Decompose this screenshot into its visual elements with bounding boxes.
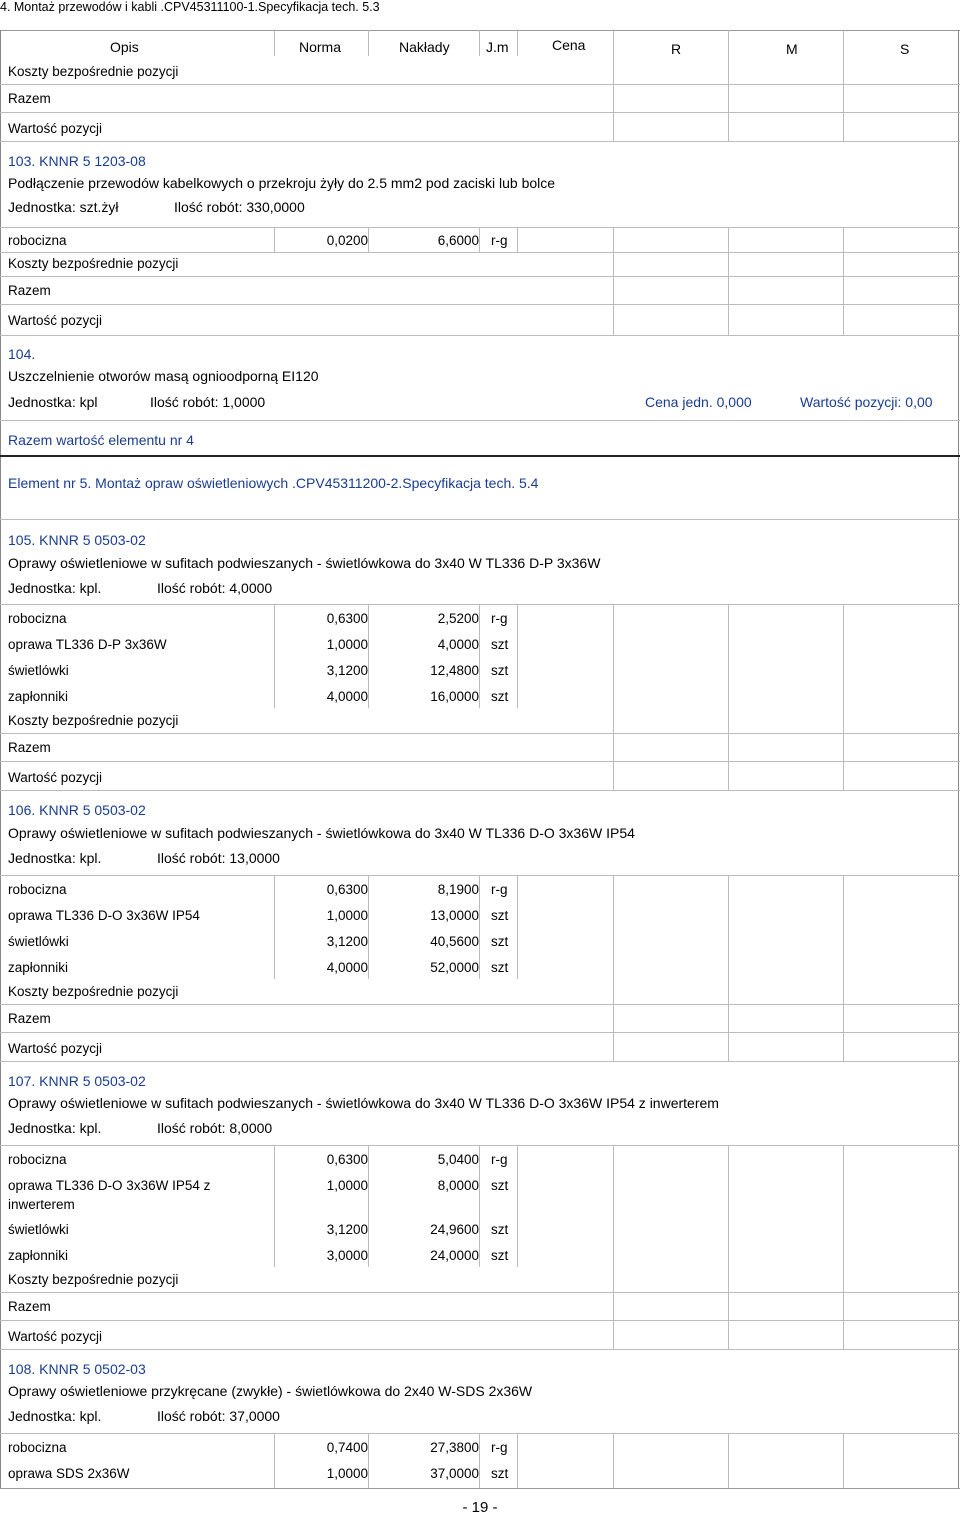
resource-naklady: 40,5600 <box>430 934 479 949</box>
resource-unit: szt <box>491 934 509 949</box>
item-104-description: Uszczelnienie otworów masą ognioodporną EI120 <box>8 368 319 384</box>
resource-name: robocizna <box>8 1152 67 1167</box>
resource-unit: szt <box>491 960 509 975</box>
resource-name: zapłonniki <box>8 689 69 704</box>
item-108-quantity: Ilość robót: 37,0000 <box>157 1408 280 1424</box>
resource-naklady: 12,4800 <box>430 663 479 678</box>
resource-name: zapłonniki <box>8 960 69 975</box>
resource-naklady: 24,0000 <box>430 1248 479 1263</box>
resource-naklady: 24,9600 <box>430 1222 479 1237</box>
item-105-quantity: Ilość robót: 4,0000 <box>157 580 273 596</box>
resource-name: oprawa TL336 D-P 3x36W <box>8 637 167 652</box>
column-header-jm: J.m <box>486 39 509 55</box>
resource-naklady: 8,0000 <box>437 1178 479 1193</box>
resource-unit: szt <box>491 1248 509 1263</box>
item-105-code: 105. KNNR 5 0503-02 <box>8 532 146 548</box>
resource-unit: szt <box>491 637 509 652</box>
wartosc-label: Wartość pozycji <box>8 1329 103 1344</box>
item-104-unit-price: Cena jedn. 0,000 <box>645 394 752 410</box>
item-103-row-naklady: 6,6000 <box>437 233 479 248</box>
resource-norma: 0,6300 <box>326 611 368 626</box>
resource-naklady: 13,0000 <box>430 908 479 923</box>
element-5-title: Element nr 5. Montaż opraw oświetleniowych .CPV45311200-2.Specyfikacja tech. 5.4 <box>8 475 539 491</box>
razem-label: Razem <box>8 1011 51 1026</box>
koszty-label: Koszty bezpośrednie pozycji <box>8 1272 179 1287</box>
column-header-m: M <box>786 41 798 57</box>
item-106-quantity: Ilość robót: 13,0000 <box>157 850 280 866</box>
resource-unit: r-g <box>491 882 508 897</box>
resource-name: oprawa TL336 D-O 3x36W IP54 <box>8 908 200 923</box>
item-103-description: Podłączenie przewodów kabelkowych o przekroju żyły do 2.5 mm2 pod zaciski lub bolce <box>8 175 556 191</box>
wartosc-label: Wartość pozycji <box>8 313 103 328</box>
resource-unit: szt <box>491 689 509 704</box>
resource-naklady: 8,1900 <box>437 882 479 897</box>
resource-name: zapłonniki <box>8 1248 69 1263</box>
resource-norma: 0,7400 <box>326 1440 368 1455</box>
resource-norma: 3,1200 <box>326 663 368 678</box>
resource-norma: 1,0000 <box>326 1178 368 1193</box>
resource-naklady: 4,0000 <box>437 637 479 652</box>
resource-name: świetlówki <box>8 1222 69 1237</box>
item-103-row-jm: r-g <box>491 233 508 248</box>
resource-norma: 4,0000 <box>326 960 368 975</box>
resource-norma: 0,6300 <box>326 1152 368 1167</box>
resource-unit: szt <box>491 1466 509 1481</box>
razem-label: Razem <box>8 91 51 106</box>
resource-naklady: 27,3800 <box>430 1440 479 1455</box>
item-103-row-name: robocizna <box>8 233 67 248</box>
element-4-total-label: Razem wartość elementu nr 4 <box>8 432 194 448</box>
resource-norma: 3,0000 <box>326 1248 368 1263</box>
column-header-opis: Opis <box>110 39 139 55</box>
item-103-row-norma: 0,0200 <box>326 233 368 248</box>
resource-unit: szt <box>491 1178 509 1193</box>
item-107-quantity: Ilość robót: 8,0000 <box>157 1120 273 1136</box>
resource-naklady: 52,0000 <box>430 960 479 975</box>
resource-naklady: 16,0000 <box>430 689 479 704</box>
item-103-quantity: Ilość robót: 330,0000 <box>174 199 305 215</box>
resource-norma: 1,0000 <box>326 908 368 923</box>
resource-norma: 0,6300 <box>326 882 368 897</box>
item-103-code: 103. KNNR 5 1203-08 <box>8 153 146 169</box>
item-103-unit: Jednostka: szt.żył <box>8 199 119 215</box>
resource-unit: szt <box>491 663 509 678</box>
resource-name: robocizna <box>8 1440 67 1455</box>
resource-norma: 3,1200 <box>326 1222 368 1237</box>
resource-name: robocizna <box>8 882 67 897</box>
item-108-description: Oprawy oświetleniowe przykręcane (zwykłe) - świetlówkowa do 2x40 W-SDS 2x36W <box>8 1383 533 1399</box>
item-107-description: Oprawy oświetleniowe w sufitach podwieszanych - świetlówkowa do 3x40 W TL336 D-O 3x36W IP54 z inwerterem <box>8 1095 719 1111</box>
resource-unit: r-g <box>491 1152 508 1167</box>
item-105-unit: Jednostka: kpl. <box>8 580 102 596</box>
resource-unit: r-g <box>491 1440 508 1455</box>
resource-name: oprawa SDS 2x36W <box>8 1466 130 1481</box>
resource-norma: 4,0000 <box>326 689 368 704</box>
column-header-naklady: Nakłady <box>399 39 450 55</box>
resource-name: świetlówki <box>8 663 69 678</box>
razem-label: Razem <box>8 740 51 755</box>
resource-naklady: 5,0400 <box>437 1152 479 1167</box>
item-108-code: 108. KNNR 5 0502-03 <box>8 1361 146 1377</box>
item-107-unit: Jednostka: kpl. <box>8 1120 102 1136</box>
page-number: - 19 - <box>462 1499 498 1516</box>
resource-norma: 1,0000 <box>326 1466 368 1481</box>
column-header-s: S <box>900 41 910 57</box>
column-header-norma: Norma <box>299 39 342 55</box>
resource-naklady: 2,5200 <box>437 611 479 626</box>
item-106-description: Oprawy oświetleniowe w sufitach podwieszanych - świetlówkowa do 3x40 W TL336 D-O 3x36W IP54 <box>8 825 635 841</box>
resource-name: świetlówki <box>8 934 69 949</box>
wartosc-label: Wartość pozycji <box>8 1041 103 1056</box>
koszty-label: Koszty bezpośrednie pozycji <box>8 984 179 999</box>
resource-name: robocizna <box>8 611 67 626</box>
koszty-label: Koszty bezpośrednie pozycji <box>8 64 179 79</box>
item-105-description: Oprawy oświetleniowe w sufitach podwieszanych - świetlówkowa do 3x40 W TL336 D-P 3x36W <box>8 555 601 571</box>
resource-name-cont: inwerterem <box>8 1197 75 1212</box>
razem-label: Razem <box>8 283 51 298</box>
resource-norma: 3,1200 <box>326 934 368 949</box>
koszty-label: Koszty bezpośrednie pozycji <box>8 713 179 728</box>
resource-norma: 1,0000 <box>326 637 368 652</box>
wartosc-label: Wartość pozycji <box>8 121 103 136</box>
item-104-value: Wartość pozycji: 0,00 <box>800 394 933 410</box>
item-108-unit: Jednostka: kpl. <box>8 1408 102 1424</box>
resource-naklady: 37,0000 <box>430 1466 479 1481</box>
column-header-cena: Cena <box>552 37 586 53</box>
document-title: 4. Montaż przewodów i kabli .CPV45311100-1.Specyfikacja tech. 5.3 <box>0 0 380 14</box>
resource-unit: r-g <box>491 611 508 626</box>
razem-label: Razem <box>8 1299 51 1314</box>
item-104-unit: Jednostka: kpl <box>8 394 98 410</box>
item-104-code: 104. <box>8 346 36 362</box>
column-header-r: R <box>671 41 682 57</box>
wartosc-label: Wartość pozycji <box>8 770 103 785</box>
resource-unit: szt <box>491 1222 509 1237</box>
item-106-code: 106. KNNR 5 0503-02 <box>8 802 146 818</box>
resource-name: oprawa TL336 D-O 3x36W IP54 z <box>8 1178 211 1193</box>
item-104-quantity: Ilość robót: 1,0000 <box>150 394 266 410</box>
item-107-code: 107. KNNR 5 0503-02 <box>8 1073 146 1089</box>
resource-unit: szt <box>491 908 509 923</box>
koszty-label: Koszty bezpośrednie pozycji <box>8 256 179 271</box>
item-106-unit: Jednostka: kpl. <box>8 850 102 866</box>
